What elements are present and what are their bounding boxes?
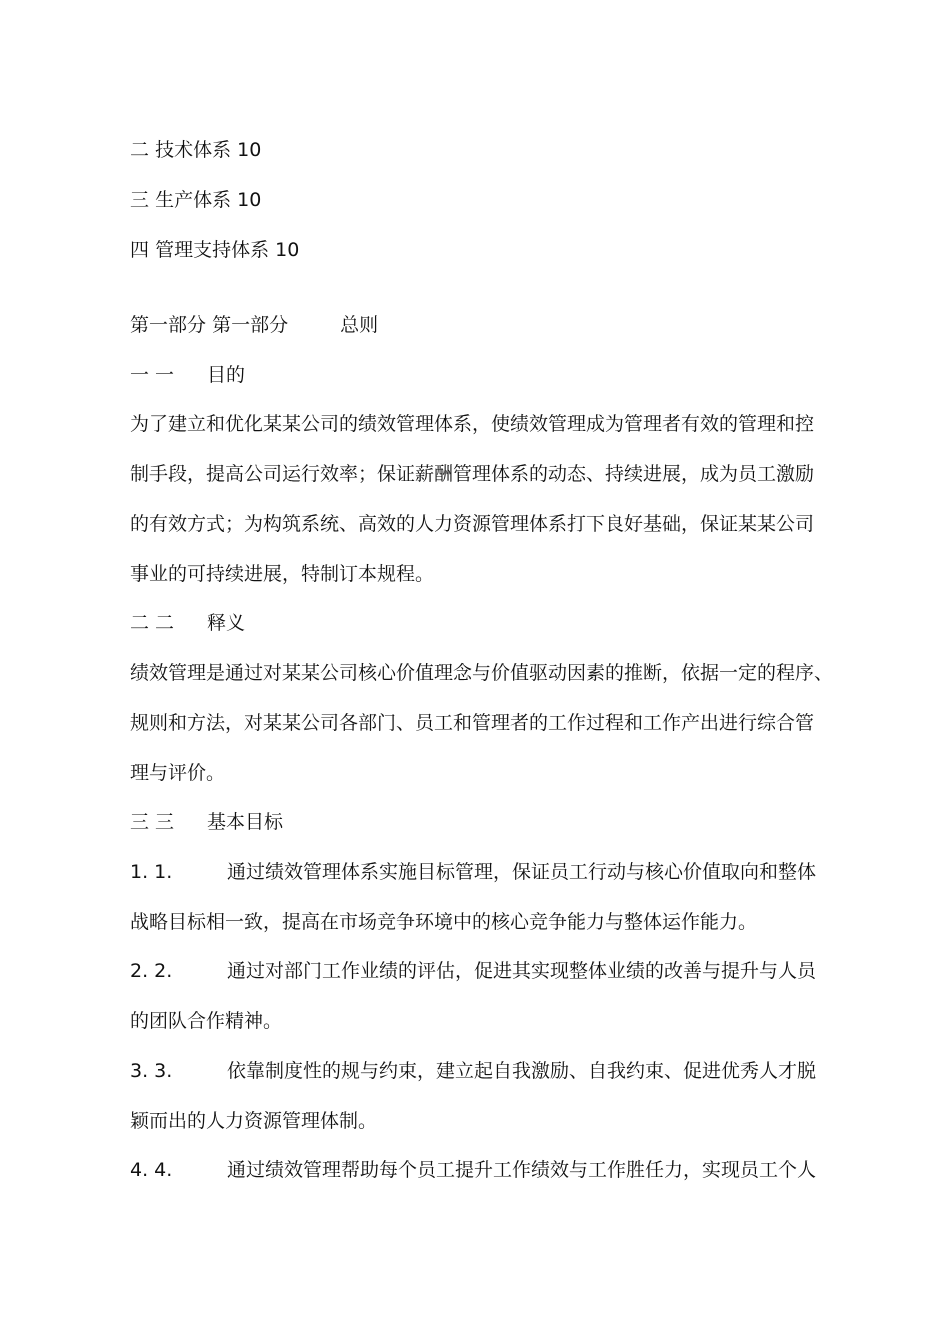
- toc-item: [130, 237, 299, 263]
- part-label: 第一部分: [130, 314, 207, 336]
- section-heading: [130, 362, 245, 388]
- list-item-num: 4. 4.: [130, 1159, 173, 1181]
- list-item-num: 3. 3.: [130, 1060, 173, 1082]
- part-label-repeat: 第一部分: [212, 314, 289, 336]
- toc-item: [130, 187, 261, 213]
- section-num: 一 一: [130, 364, 175, 386]
- section-heading: [130, 809, 283, 835]
- list-item-num: 2. 2.: [130, 960, 173, 982]
- toc-page: 10: [275, 239, 300, 261]
- part-title: 总则: [340, 314, 379, 336]
- toc-page: 10: [237, 139, 262, 161]
- section-title: 释义: [207, 612, 246, 634]
- section-title: 目的: [207, 364, 246, 386]
- paragraph-line: 绩效管理是通过对某某公司核心价值理念与价值驱动因素的推断，依据一定的程序、: [130, 662, 834, 684]
- list-item-num: 1. 1.: [130, 861, 173, 883]
- paragraph-line: 为了建立和优化某某公司的绩效管理体系，使绩效管理成为管理者有效的管理和控: [130, 413, 815, 435]
- list-item-text: 通过对部门工作业绩的评估，促进其实现整体业绩的改善与提升与人员: [227, 960, 817, 982]
- paragraph-line: 理与评价。: [130, 762, 226, 784]
- paragraph-line: 制手段，提高公司运行效率；保证薪酬管理体系的动态、持续进展，成为员工激励: [130, 463, 815, 485]
- toc-item: [130, 137, 261, 163]
- paragraph-line: 事业的可持续进展，特制订本规程。: [130, 563, 435, 585]
- part-heading: [130, 312, 378, 338]
- list-item-continuation: 颖而出的人力资源管理体制。: [130, 1110, 378, 1132]
- paragraph-line: 规则和方法，对某某公司各部门、员工和管理者的工作过程和工作产出进行综合管: [130, 712, 815, 734]
- list-item-text: 通过绩效管理帮助每个员工提升工作绩效与工作胜任力，实现员工个人: [227, 1159, 817, 1181]
- toc-num: 二: [130, 139, 150, 161]
- toc-num: 四: [130, 239, 150, 261]
- list-item: [130, 1157, 816, 1183]
- list-item: [130, 859, 816, 885]
- toc-title: 技术体系: [155, 139, 232, 161]
- list-item: [130, 958, 816, 984]
- toc-title: 管理支持体系: [155, 239, 270, 261]
- toc-num: 三: [130, 189, 150, 211]
- section-num: 三 三: [130, 811, 175, 833]
- list-item-continuation: 的团队合作精神。: [130, 1010, 283, 1032]
- list-item-text: 依靠制度性的规与约束，建立起自我激励、自我约束、促进优秀人才脱: [227, 1060, 817, 1082]
- section-heading: [130, 610, 245, 636]
- section-num: 二 二: [130, 612, 175, 634]
- toc-page: 10: [237, 189, 262, 211]
- toc-title: 生产体系: [155, 189, 232, 211]
- list-item-text: 通过绩效管理体系实施目标管理，保证员工行动与核心价值取向和整体: [227, 861, 817, 883]
- list-item: [130, 1058, 816, 1084]
- list-item-continuation: 战略目标相一致，提高在市场竞争环境中的核心竞争能力与整体运作能力。: [130, 911, 758, 933]
- section-title: 基本目标: [207, 811, 284, 833]
- paragraph-line: 的有效方式；为构筑系统、高效的人力资源管理体系打下良好基础，保证某某公司: [130, 513, 815, 535]
